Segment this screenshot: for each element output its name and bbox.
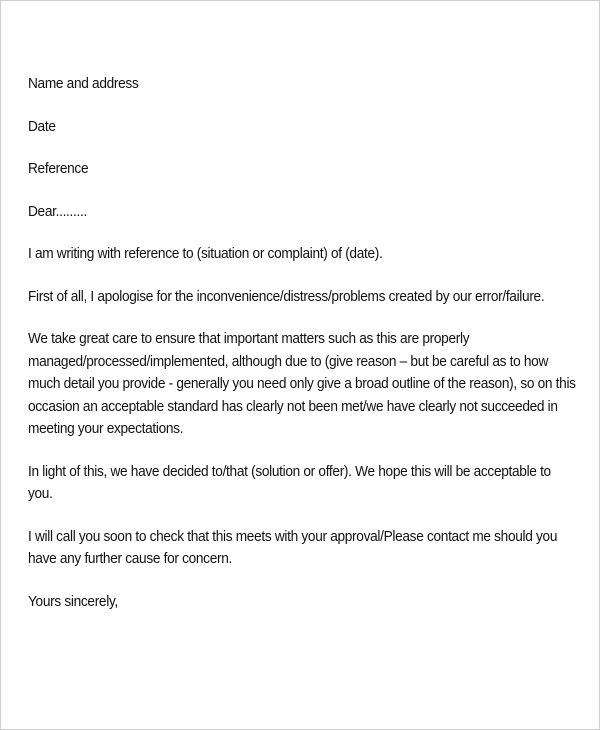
date-line: Date [28, 117, 56, 135]
paragraph-5: I will call you soon to check that this meets with your approval/Please contact me should you have any further cause for concern. [28, 527, 558, 567]
salutation: Dear......... [28, 202, 87, 220]
paragraph-3: We take great care to ensure that important matters such as this are properly managed/processed/implemented, although due to (give reason – but be careful as to how much detail you provide - generally you need only give a broad outline of the reason), so on this occasion an acceptable standard has clearly not been met/we have clearly not succeeded in meeting your expectations. [28, 330, 576, 437]
closing: Yours sincerely, [28, 592, 118, 610]
paragraph-4: In light of this, we have decided to/that (solution or offer). We hope this will be acceptable to you. [28, 462, 551, 502]
paragraph-2: First of all, I apologise for the inconvenience/distress/problems created by our error/failure. [28, 287, 545, 305]
letter-body [28, 73, 576, 613]
name-and-address: Name and address [28, 75, 139, 92]
paragraph-1: I am writing with reference to (situation or complaint) of (date). [28, 245, 383, 262]
reference-line: Reference [28, 160, 89, 177]
